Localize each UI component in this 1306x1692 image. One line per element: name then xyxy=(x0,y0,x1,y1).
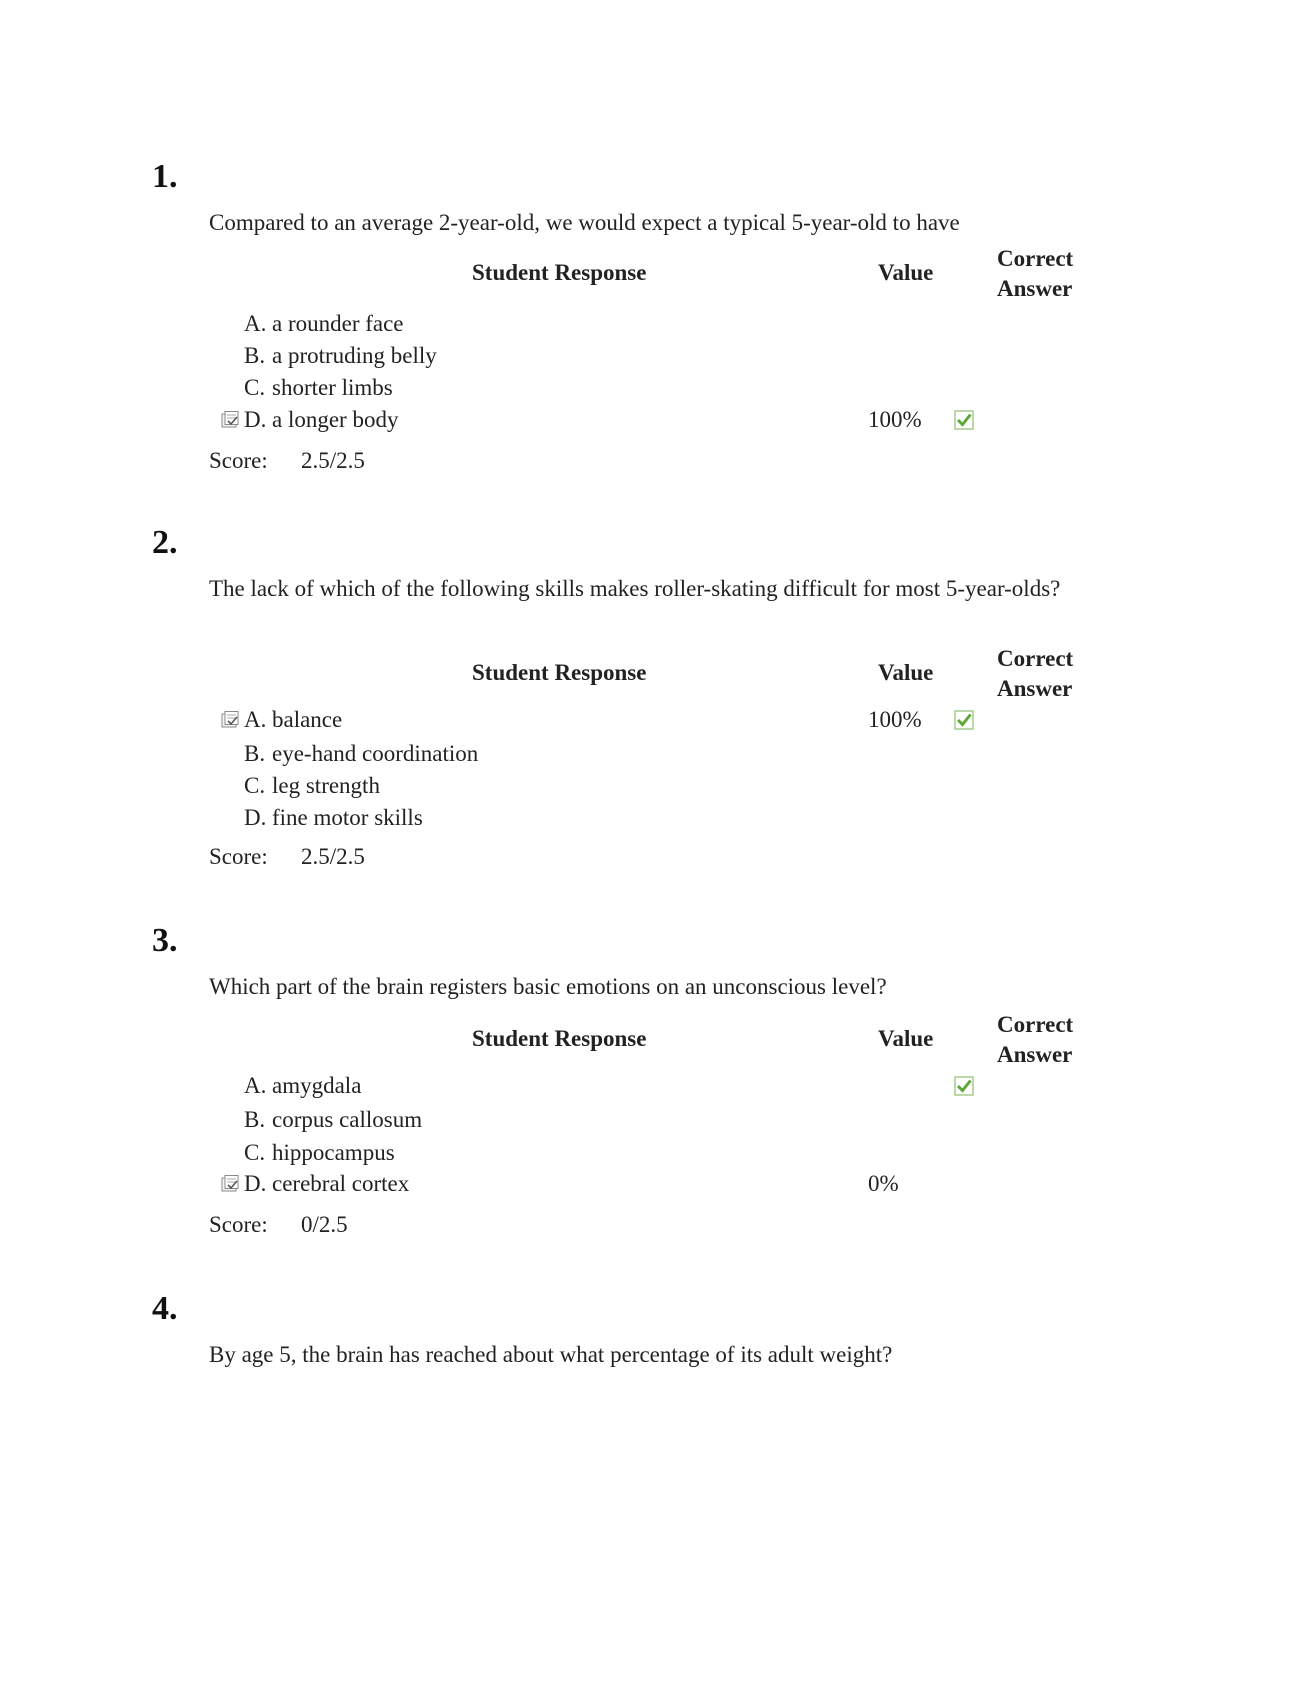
option-letter: C. xyxy=(244,1140,266,1165)
value-header: Value xyxy=(878,1026,934,1051)
option-letter: B. xyxy=(244,343,266,368)
correct-header-line1: Correct xyxy=(997,1012,1074,1037)
option-d xyxy=(220,1168,1020,1200)
correct-answer-header xyxy=(997,244,1117,304)
option-letter: D. xyxy=(244,805,267,830)
option-text: a longer body xyxy=(272,407,399,432)
selected-response-icon xyxy=(220,710,240,730)
option-text: fine motor skills xyxy=(272,805,423,830)
option-letter: B. xyxy=(244,741,266,766)
question-text: By age 5, the brain has reached about what percentage of its adult weight? xyxy=(209,1342,893,1367)
score-label: Score: xyxy=(209,1212,268,1237)
score-label: Score: xyxy=(209,844,268,869)
correct-checkmark-icon xyxy=(954,410,974,430)
correct-header-line2: Answer xyxy=(997,276,1073,301)
option-text: balance xyxy=(272,707,343,732)
question-text: The lack of which of the following skills makes roller-skating difficult for most 5-year-olds? xyxy=(209,576,1061,601)
option-b xyxy=(220,1104,1020,1136)
option-c xyxy=(220,1137,1020,1169)
score-value: 2.5/2.5 xyxy=(301,844,365,869)
option-letter: A. xyxy=(244,311,267,336)
selected-response-icon xyxy=(220,1174,240,1194)
option-text: a rounder face xyxy=(272,311,404,336)
correct-checkmark-icon xyxy=(954,1076,974,1096)
student-response-header: Student Response xyxy=(472,1026,647,1051)
option-letter: C. xyxy=(244,375,266,400)
question-number: 4. xyxy=(152,1290,178,1327)
option-a xyxy=(220,1070,1020,1102)
option-text: eye-hand coordination xyxy=(272,741,479,766)
selected-response-icon xyxy=(220,410,240,430)
question-number: 1. xyxy=(152,158,178,195)
option-text: cerebral cortex xyxy=(272,1171,410,1196)
question-number: 3. xyxy=(152,922,178,959)
option-text: amygdala xyxy=(272,1073,362,1098)
option-a xyxy=(220,308,1020,340)
correct-header-line1: Correct xyxy=(997,246,1074,271)
option-b xyxy=(220,340,1020,372)
question-text: Compared to an average 2-year-old, we would expect a typical 5-year-old to have xyxy=(209,210,960,235)
option-text: corpus callosum xyxy=(272,1107,423,1132)
score-label: Score: xyxy=(209,448,268,473)
option-c xyxy=(220,372,1020,404)
correct-header-line2: Answer xyxy=(997,676,1073,701)
option-letter: D. xyxy=(244,407,267,432)
option-value: 100% xyxy=(868,407,922,432)
student-response-header: Student Response xyxy=(472,260,647,285)
correct-answer-header xyxy=(997,1010,1117,1070)
option-text: shorter limbs xyxy=(272,375,393,400)
correct-checkmark-icon xyxy=(954,710,974,730)
correct-header-line1: Correct xyxy=(997,646,1074,671)
correct-answer-header xyxy=(997,644,1117,704)
option-letter: A. xyxy=(244,707,267,732)
score-value: 0/2.5 xyxy=(301,1212,348,1237)
value-header: Value xyxy=(878,660,934,685)
option-letter: C. xyxy=(244,773,266,798)
option-text: a protruding belly xyxy=(272,343,437,368)
option-letter: D. xyxy=(244,1171,267,1196)
option-letter: A. xyxy=(244,1073,267,1098)
option-value: 0% xyxy=(868,1171,899,1196)
value-header: Value xyxy=(878,260,934,285)
option-letter: B. xyxy=(244,1107,266,1132)
option-c xyxy=(220,770,1020,802)
option-b xyxy=(220,738,1020,770)
option-value: 100% xyxy=(868,707,922,732)
score-value: 2.5/2.5 xyxy=(301,448,365,473)
correct-header-line2: Answer xyxy=(997,1042,1073,1067)
option-text: leg strength xyxy=(272,773,380,798)
option-d xyxy=(220,802,1020,834)
question-text: Which part of the brain registers basic emotions on an unconscious level? xyxy=(209,974,887,999)
student-response-header: Student Response xyxy=(472,660,647,685)
question-number: 2. xyxy=(152,524,178,561)
option-text: hippocampus xyxy=(272,1140,395,1165)
